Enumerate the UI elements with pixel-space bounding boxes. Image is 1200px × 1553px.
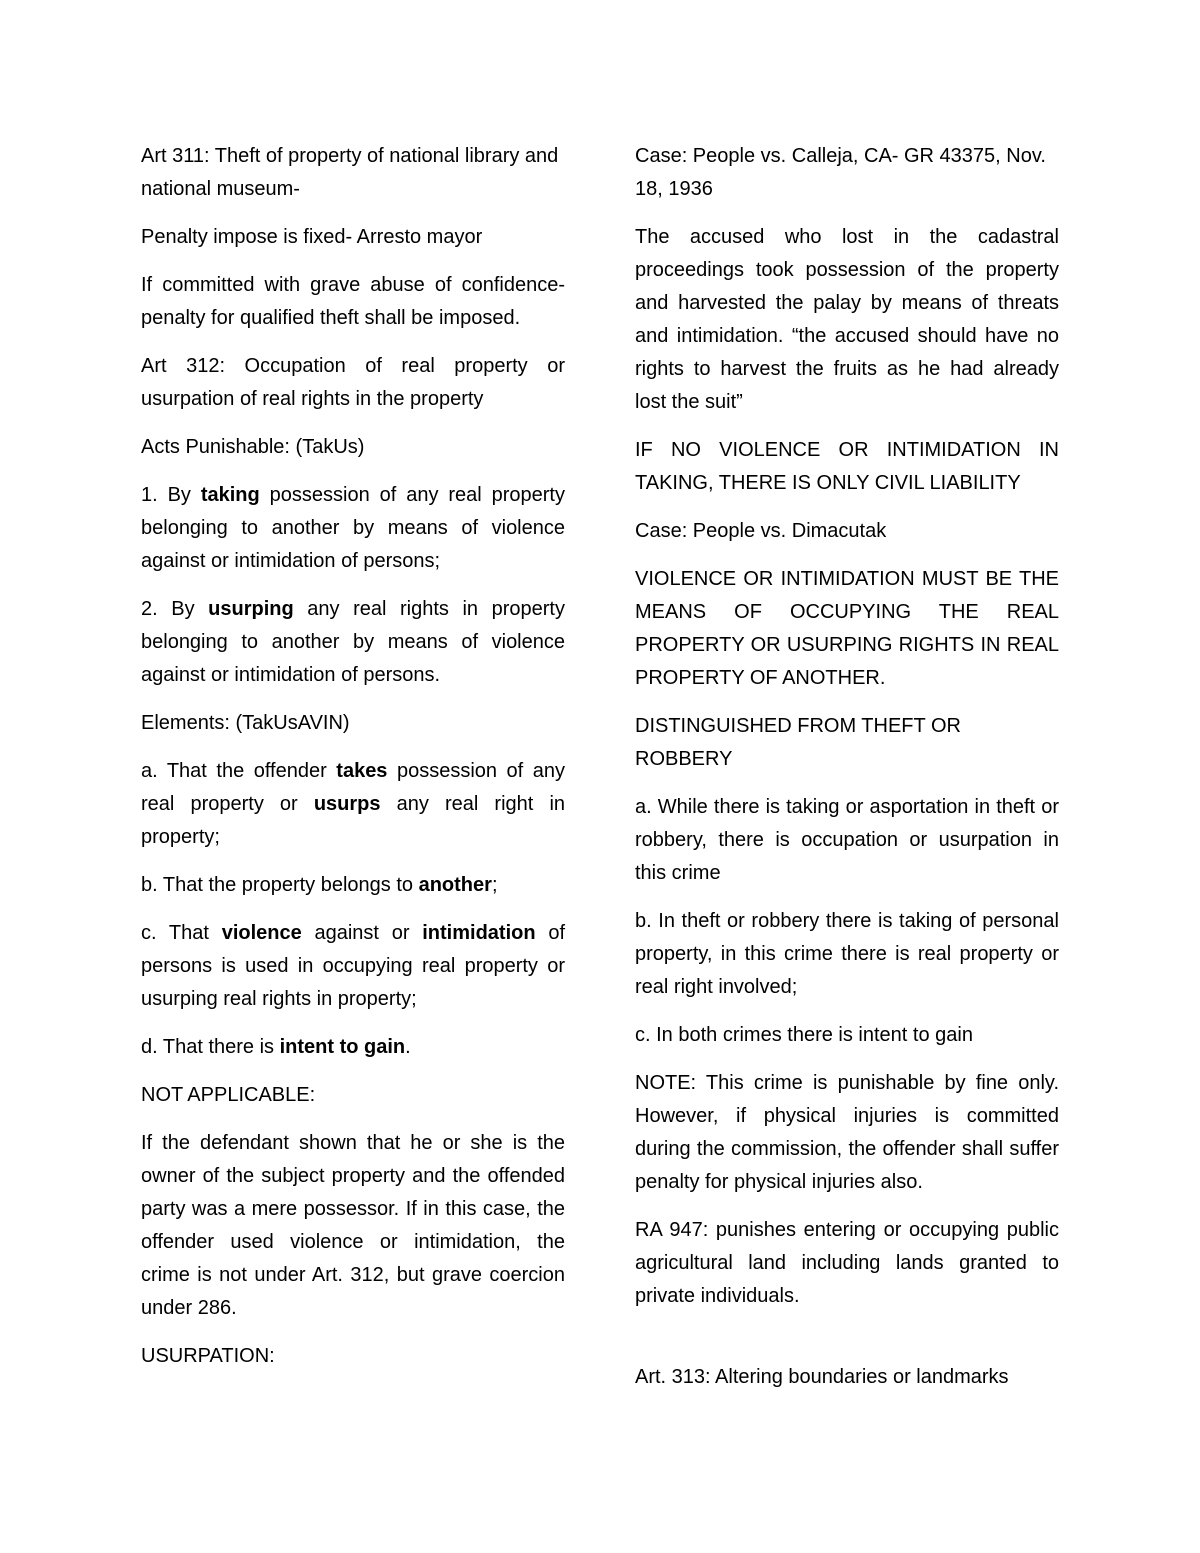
element-d-text-2: .	[405, 1036, 411, 1058]
art-311-heading: Art 311: Theft of property of national library and national museum-	[141, 145, 559, 200]
element-c	[141, 917, 565, 1016]
element-a	[141, 755, 565, 854]
element-d-bold-1: intent to gain	[279, 1036, 406, 1058]
act-2-prefix: 2. By	[141, 598, 209, 620]
element-b	[141, 869, 565, 902]
act-2-bold: usurping	[208, 598, 294, 620]
usurpation-heading: USURPATION:	[141, 1345, 275, 1367]
not-applicable-heading: NOT APPLICABLE:	[141, 1084, 316, 1106]
fine-note: NOTE: This crime is punishable by fine only. However, if physical injuries is committed during the commission, the offender shall suffer penalty for physical injuries also.	[635, 1072, 1059, 1193]
element-c-text-1: c. That	[141, 922, 222, 944]
element-c-text-3: of persons is used in occupying real property or usurping real rights in property;	[141, 922, 565, 1010]
not-applicable-text: If the defendant shown that he or she is the owner of the subject property and the offended party was a mere possessor. If in this case, the offender used violence or intimidation, the crime is not under Art. 312, but grave coercion under 286.	[141, 1132, 565, 1319]
case-calleja-summary: The accused who lost in the cadastral proceedings took possession of the property and harvested the palay by means of threats and intimidation. “the accused should have no rights to harvest the fruits as he had already lost the suit”	[635, 226, 1059, 413]
ra-947-note: RA 947: punishes entering or occupying public agricultural land including lands granted to private individuals.	[635, 1219, 1059, 1307]
penalty-note: Penalty impose is fixed- Arresto mayor	[141, 226, 483, 248]
acts-punishable-heading: Acts Punishable: (TakUs)	[141, 436, 365, 458]
element-a-text-3: any real right in property;	[141, 793, 566, 848]
act-1	[141, 479, 565, 578]
distinction-b: b. In theft or robbery there is taking of personal property, in this crime there is real property or real right involved;	[635, 910, 1059, 998]
element-b-text-2: ;	[491, 874, 498, 896]
case-dimacutak: Case: People vs. Dimacutak	[635, 520, 887, 542]
element-c-text-2: against or	[301, 922, 423, 944]
element-d	[141, 1031, 565, 1064]
element-c-bold-1: violence	[221, 922, 302, 944]
violence-means-note: VIOLENCE OR INTIMIDATION MUST BE THE MEANS OF OCCUPYING THE REAL PROPERTY OR USURPING RIGHTS IN REAL PROPERTY OF ANOTHER.	[635, 568, 1059, 689]
element-c-bold-2: intimidation	[422, 922, 536, 944]
act-1-prefix: 1. By	[141, 484, 201, 506]
act-2-text: any real rights in property belonging to another by means of violence against or intimidation of persons.	[141, 598, 565, 686]
element-a-bold-1: takes	[336, 760, 388, 782]
element-a-text-2: possession of any real property or	[141, 760, 565, 815]
qualified-theft-note: If committed with grave abuse of confidence- penalty for qualified theft shall be imposed.	[141, 274, 565, 329]
art-313-heading: Art. 313: Altering boundaries or landmarks	[635, 1366, 1009, 1388]
element-d-text-1: d. That there is	[141, 1036, 280, 1058]
civil-liability-note: IF NO VIOLENCE OR INTIMIDATION IN TAKING, THERE IS ONLY CIVIL LIABILITY	[635, 439, 1059, 494]
elements-heading: Elements: (TakUsAVIN)	[141, 712, 350, 734]
act-1-bold: taking	[200, 484, 260, 506]
distinguished-heading: DISTINGUISHED FROM THEFT OR ROBBERY	[635, 715, 961, 770]
right-column	[635, 140, 1059, 1409]
distinction-c: c. In both crimes there is intent to gain	[635, 1024, 973, 1046]
distinction-a: a. While there is taking or asportation in theft or robbery, there is occupation or usurpation in this crime	[635, 796, 1059, 884]
element-a-text-1: a. That the offender	[141, 760, 337, 782]
blank-line	[635, 1328, 1059, 1361]
element-a-bold-2: usurps	[313, 793, 381, 815]
art-312-heading: Art 312: Occupation of real property or usurpation of real rights in the property	[141, 355, 565, 410]
act-2	[141, 593, 565, 692]
element-b-bold-1: another	[418, 874, 492, 896]
act-1-text: possession of any real property belonging to another by means of violence against or intimidation of persons;	[141, 484, 565, 572]
left-column	[141, 140, 565, 1388]
case-calleja: Case: People vs. Calleja, CA- GR 43375, Nov. 18, 1936	[635, 145, 1046, 200]
element-b-text-1: b. That the property belongs to	[141, 874, 419, 896]
